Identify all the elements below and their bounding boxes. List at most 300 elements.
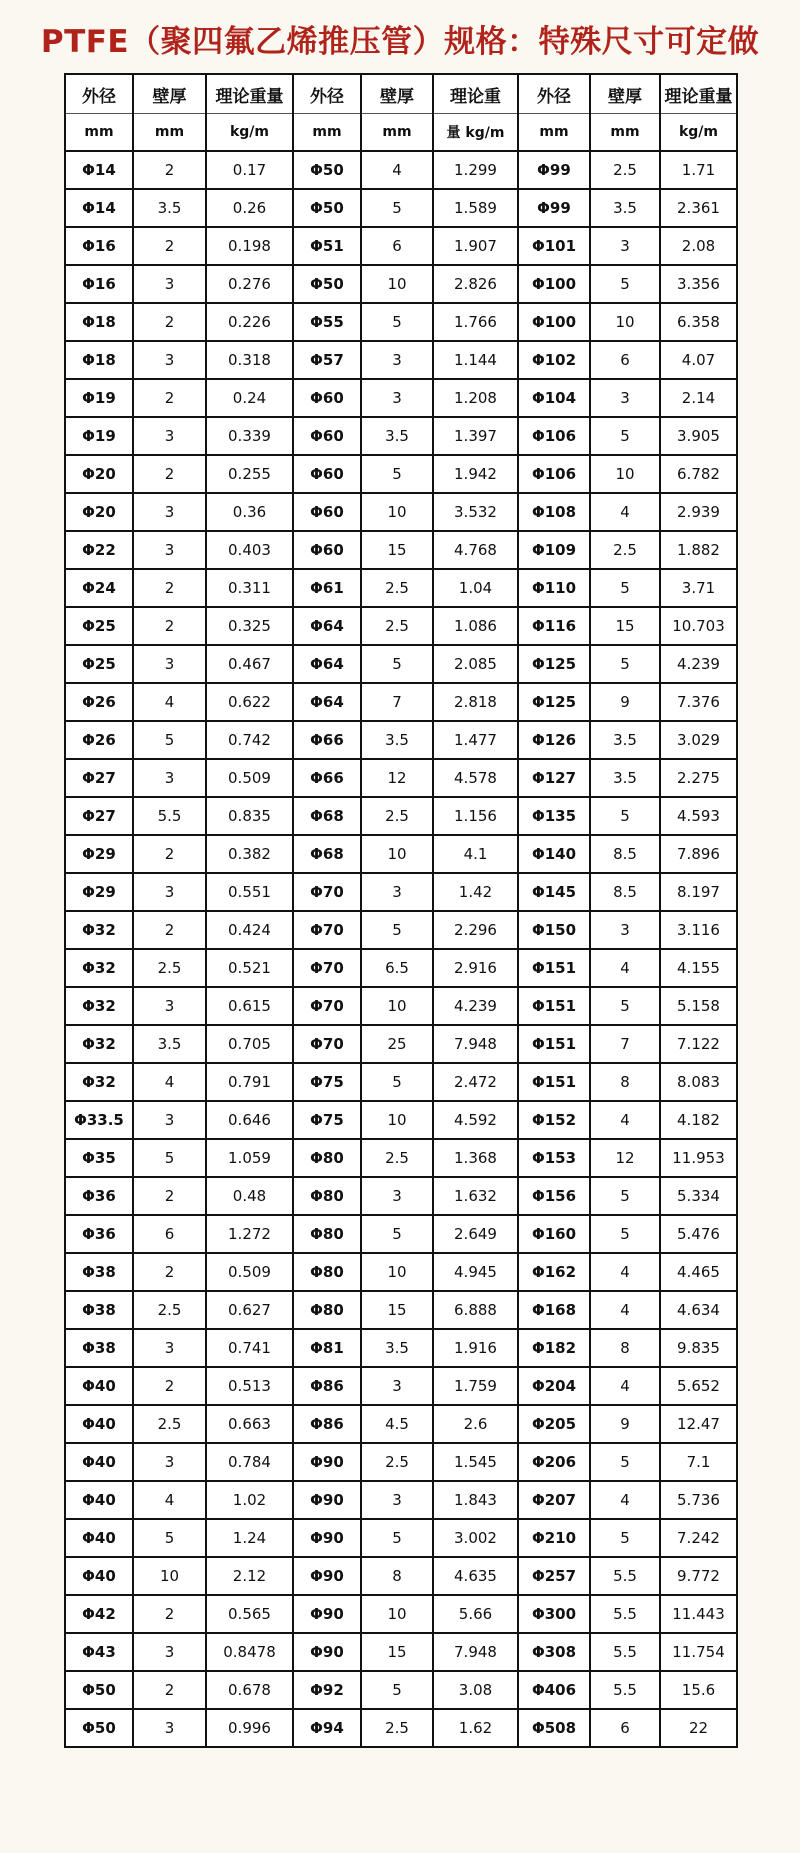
wall-thickness-cell: 8	[361, 1557, 433, 1595]
outer-diameter-cell: Φ80	[293, 1291, 361, 1329]
table-row	[65, 1063, 737, 1101]
wall-thickness-cell: 10	[361, 835, 433, 873]
table-row	[65, 987, 737, 1025]
header-theoretical-weight: 理论重量	[660, 74, 737, 114]
wall-thickness-cell: 3	[133, 1329, 206, 1367]
weight-cell: 0.198	[206, 227, 293, 265]
wall-thickness-cell: 4	[590, 493, 660, 531]
wall-thickness-cell: 5	[590, 987, 660, 1025]
outer-diameter-cell: Φ68	[293, 835, 361, 873]
outer-diameter-cell: Φ29	[65, 835, 133, 873]
wall-thickness-cell: 2.5	[361, 607, 433, 645]
wall-thickness-cell: 5	[133, 721, 206, 759]
weight-cell: 0.513	[206, 1367, 293, 1405]
outer-diameter-cell: Φ14	[65, 151, 133, 189]
wall-thickness-cell: 2.5	[361, 1709, 433, 1747]
wall-thickness-cell: 4	[133, 1063, 206, 1101]
wall-thickness-cell: 7	[590, 1025, 660, 1063]
wall-thickness-cell: 2	[133, 303, 206, 341]
weight-cell: 1.156	[433, 797, 518, 835]
weight-cell: 5.66	[433, 1595, 518, 1633]
weight-cell: 1.208	[433, 379, 518, 417]
outer-diameter-cell: Φ116	[518, 607, 590, 645]
table-row	[65, 455, 737, 493]
wall-thickness-cell: 7	[361, 683, 433, 721]
weight-cell: 1.24	[206, 1519, 293, 1557]
table-row	[65, 1177, 737, 1215]
weight-cell: 0.403	[206, 531, 293, 569]
weight-cell: 1.144	[433, 341, 518, 379]
weight-cell: 0.565	[206, 1595, 293, 1633]
wall-thickness-cell: 4.5	[361, 1405, 433, 1443]
unit-cell: mm	[133, 114, 206, 152]
outer-diameter-cell: Φ36	[65, 1215, 133, 1253]
outer-diameter-cell: Φ104	[518, 379, 590, 417]
header-theoretical-weight: 理论重	[433, 74, 518, 114]
outer-diameter-cell: Φ102	[518, 341, 590, 379]
wall-thickness-cell: 3.5	[133, 189, 206, 227]
weight-cell: 10.703	[660, 607, 737, 645]
weight-cell: 5.334	[660, 1177, 737, 1215]
table-row	[65, 835, 737, 873]
table-row	[65, 1557, 737, 1595]
outer-diameter-cell: Φ182	[518, 1329, 590, 1367]
outer-diameter-cell: Φ36	[65, 1177, 133, 1215]
weight-cell: 3.002	[433, 1519, 518, 1557]
wall-thickness-cell: 5	[361, 455, 433, 493]
weight-cell: 0.791	[206, 1063, 293, 1101]
wall-thickness-cell: 2	[133, 227, 206, 265]
outer-diameter-cell: Φ151	[518, 949, 590, 987]
outer-diameter-cell: Φ50	[293, 189, 361, 227]
wall-thickness-cell: 3.5	[361, 721, 433, 759]
weight-cell: 1.42	[433, 873, 518, 911]
weight-cell: 0.509	[206, 1253, 293, 1291]
wall-thickness-cell: 3.5	[133, 1025, 206, 1063]
outer-diameter-cell: Φ153	[518, 1139, 590, 1177]
outer-diameter-cell: Φ26	[65, 683, 133, 721]
wall-thickness-cell: 2	[133, 1177, 206, 1215]
outer-diameter-cell: Φ70	[293, 949, 361, 987]
wall-thickness-cell: 8	[590, 1329, 660, 1367]
outer-diameter-cell: Φ60	[293, 493, 361, 531]
wall-thickness-cell: 4	[361, 151, 433, 189]
weight-cell: 9.772	[660, 1557, 737, 1595]
outer-diameter-cell: Φ75	[293, 1101, 361, 1139]
outer-diameter-cell: Φ19	[65, 379, 133, 417]
weight-cell: 1.942	[433, 455, 518, 493]
wall-thickness-cell: 2	[133, 607, 206, 645]
wall-thickness-cell: 8.5	[590, 835, 660, 873]
table-row	[65, 1671, 737, 1709]
weight-cell: 0.8478	[206, 1633, 293, 1671]
weight-cell: 0.318	[206, 341, 293, 379]
header-row	[65, 74, 737, 114]
table-row	[65, 1633, 737, 1671]
weight-cell: 11.443	[660, 1595, 737, 1633]
wall-thickness-cell: 6.5	[361, 949, 433, 987]
weight-cell: 4.465	[660, 1253, 737, 1291]
outer-diameter-cell: Φ90	[293, 1633, 361, 1671]
header-theoretical-weight: 理论重量	[206, 74, 293, 114]
outer-diameter-cell: Φ99	[518, 189, 590, 227]
weight-cell: 1.843	[433, 1481, 518, 1519]
outer-diameter-cell: Φ106	[518, 455, 590, 493]
table-row	[65, 1595, 737, 1633]
weight-cell: 2.818	[433, 683, 518, 721]
outer-diameter-cell: Φ205	[518, 1405, 590, 1443]
wall-thickness-cell: 3	[133, 1709, 206, 1747]
outer-diameter-cell: Φ29	[65, 873, 133, 911]
outer-diameter-cell: Φ40	[65, 1367, 133, 1405]
outer-diameter-cell: Φ160	[518, 1215, 590, 1253]
weight-cell: 0.325	[206, 607, 293, 645]
wall-thickness-cell: 2.5	[590, 531, 660, 569]
weight-cell: 0.678	[206, 1671, 293, 1709]
wall-thickness-cell: 15	[361, 1291, 433, 1329]
weight-cell: 0.663	[206, 1405, 293, 1443]
weight-cell: 4.239	[433, 987, 518, 1025]
outer-diameter-cell: Φ40	[65, 1519, 133, 1557]
weight-cell: 1.545	[433, 1443, 518, 1481]
wall-thickness-cell: 3	[133, 417, 206, 455]
weight-cell: 1.916	[433, 1329, 518, 1367]
wall-thickness-cell: 5.5	[590, 1633, 660, 1671]
wall-thickness-cell: 5	[590, 797, 660, 835]
outer-diameter-cell: Φ50	[65, 1709, 133, 1747]
weight-cell: 2.14	[660, 379, 737, 417]
outer-diameter-cell: Φ32	[65, 949, 133, 987]
wall-thickness-cell: 6	[133, 1215, 206, 1253]
outer-diameter-cell: Φ40	[65, 1557, 133, 1595]
weight-cell: 0.742	[206, 721, 293, 759]
weight-cell: 2.826	[433, 265, 518, 303]
unit-cell: mm	[518, 114, 590, 152]
wall-thickness-cell: 3.5	[590, 721, 660, 759]
outer-diameter-cell: Φ207	[518, 1481, 590, 1519]
outer-diameter-cell: Φ70	[293, 873, 361, 911]
outer-diameter-cell: Φ33.5	[65, 1101, 133, 1139]
weight-cell: 3.356	[660, 265, 737, 303]
outer-diameter-cell: Φ204	[518, 1367, 590, 1405]
weight-cell: 0.705	[206, 1025, 293, 1063]
outer-diameter-cell: Φ168	[518, 1291, 590, 1329]
wall-thickness-cell: 3	[133, 531, 206, 569]
wall-thickness-cell: 2.5	[361, 797, 433, 835]
table-row	[65, 911, 737, 949]
table-row	[65, 1709, 737, 1747]
wall-thickness-cell: 2.5	[361, 569, 433, 607]
weight-cell: 1.907	[433, 227, 518, 265]
wall-thickness-cell: 2.5	[133, 949, 206, 987]
outer-diameter-cell: Φ406	[518, 1671, 590, 1709]
wall-thickness-cell: 3	[133, 341, 206, 379]
outer-diameter-cell: Φ100	[518, 265, 590, 303]
table-row	[65, 303, 737, 341]
spec-table-body	[65, 74, 737, 1747]
outer-diameter-cell: Φ80	[293, 1215, 361, 1253]
wall-thickness-cell: 10	[590, 303, 660, 341]
outer-diameter-cell: Φ70	[293, 987, 361, 1025]
weight-cell: 1.62	[433, 1709, 518, 1747]
wall-thickness-cell: 3	[361, 873, 433, 911]
weight-cell: 5.652	[660, 1367, 737, 1405]
outer-diameter-cell: Φ14	[65, 189, 133, 227]
wall-thickness-cell: 5	[590, 417, 660, 455]
outer-diameter-cell: Φ16	[65, 265, 133, 303]
weight-cell: 4.1	[433, 835, 518, 873]
wall-thickness-cell: 3	[133, 1633, 206, 1671]
wall-thickness-cell: 6	[590, 341, 660, 379]
wall-thickness-cell: 5	[361, 645, 433, 683]
header-outer-diameter: 外径	[518, 74, 590, 114]
outer-diameter-cell: Φ64	[293, 683, 361, 721]
outer-diameter-cell: Φ151	[518, 1063, 590, 1101]
header-wall-thickness: 壁厚	[133, 74, 206, 114]
weight-cell: 0.24	[206, 379, 293, 417]
outer-diameter-cell: Φ125	[518, 683, 590, 721]
outer-diameter-cell: Φ38	[65, 1253, 133, 1291]
wall-thickness-cell: 10	[361, 987, 433, 1025]
wall-thickness-cell: 5	[590, 1177, 660, 1215]
weight-cell: 4.155	[660, 949, 737, 987]
weight-cell: 4.635	[433, 1557, 518, 1595]
weight-cell: 0.17	[206, 151, 293, 189]
table-row	[65, 873, 737, 911]
weight-cell: 0.521	[206, 949, 293, 987]
outer-diameter-cell: Φ108	[518, 493, 590, 531]
outer-diameter-cell: Φ16	[65, 227, 133, 265]
wall-thickness-cell: 8.5	[590, 873, 660, 911]
weight-cell: 2.916	[433, 949, 518, 987]
table-row	[65, 1329, 737, 1367]
outer-diameter-cell: Φ32	[65, 1025, 133, 1063]
weight-cell: 6.782	[660, 455, 737, 493]
table-row	[65, 607, 737, 645]
wall-thickness-cell: 3	[133, 987, 206, 1025]
weight-cell: 2.939	[660, 493, 737, 531]
outer-diameter-cell: Φ57	[293, 341, 361, 379]
weight-cell: 2.649	[433, 1215, 518, 1253]
wall-thickness-cell: 2.5	[590, 151, 660, 189]
wall-thickness-cell: 4	[590, 1291, 660, 1329]
weight-cell: 4.945	[433, 1253, 518, 1291]
wall-thickness-cell: 15	[361, 531, 433, 569]
outer-diameter-cell: Φ257	[518, 1557, 590, 1595]
wall-thickness-cell: 4	[133, 1481, 206, 1519]
outer-diameter-cell: Φ99	[518, 151, 590, 189]
wall-thickness-cell: 3	[133, 1101, 206, 1139]
table-row	[65, 1139, 737, 1177]
unit-row	[65, 114, 737, 152]
weight-cell: 0.226	[206, 303, 293, 341]
wall-thickness-cell: 10	[133, 1557, 206, 1595]
weight-cell: 12.47	[660, 1405, 737, 1443]
wall-thickness-cell: 2	[133, 911, 206, 949]
outer-diameter-cell: Φ106	[518, 417, 590, 455]
weight-cell: 0.646	[206, 1101, 293, 1139]
weight-cell: 7.376	[660, 683, 737, 721]
weight-cell: 0.784	[206, 1443, 293, 1481]
outer-diameter-cell: Φ60	[293, 531, 361, 569]
weight-cell: 5.736	[660, 1481, 737, 1519]
outer-diameter-cell: Φ50	[65, 1671, 133, 1709]
table-row	[65, 1215, 737, 1253]
table-row	[65, 379, 737, 417]
unit-cell: mm	[590, 114, 660, 152]
weight-cell: 3.532	[433, 493, 518, 531]
weight-cell: 0.26	[206, 189, 293, 227]
weight-cell: 5.158	[660, 987, 737, 1025]
outer-diameter-cell: Φ18	[65, 341, 133, 379]
outer-diameter-cell: Φ64	[293, 607, 361, 645]
weight-cell: 0.467	[206, 645, 293, 683]
outer-diameter-cell: Φ66	[293, 759, 361, 797]
outer-diameter-cell: Φ75	[293, 1063, 361, 1101]
wall-thickness-cell: 3.5	[361, 1329, 433, 1367]
wall-thickness-cell: 6	[361, 227, 433, 265]
outer-diameter-cell: Φ60	[293, 417, 361, 455]
outer-diameter-cell: Φ81	[293, 1329, 361, 1367]
outer-diameter-cell: Φ43	[65, 1633, 133, 1671]
weight-cell: 2.6	[433, 1405, 518, 1443]
outer-diameter-cell: Φ100	[518, 303, 590, 341]
weight-cell: 0.551	[206, 873, 293, 911]
weight-cell: 1.71	[660, 151, 737, 189]
wall-thickness-cell: 3	[361, 1481, 433, 1519]
outer-diameter-cell: Φ20	[65, 493, 133, 531]
wall-thickness-cell: 2	[133, 1595, 206, 1633]
outer-diameter-cell: Φ68	[293, 797, 361, 835]
outer-diameter-cell: Φ135	[518, 797, 590, 835]
wall-thickness-cell: 4	[590, 1481, 660, 1519]
weight-cell: 4.593	[660, 797, 737, 835]
weight-cell: 0.741	[206, 1329, 293, 1367]
outer-diameter-cell: Φ32	[65, 987, 133, 1025]
outer-diameter-cell: Φ90	[293, 1481, 361, 1519]
weight-cell: 1.059	[206, 1139, 293, 1177]
wall-thickness-cell: 4	[590, 949, 660, 987]
wall-thickness-cell: 15	[590, 607, 660, 645]
outer-diameter-cell: Φ32	[65, 911, 133, 949]
outer-diameter-cell: Φ145	[518, 873, 590, 911]
table-row	[65, 1291, 737, 1329]
weight-cell: 5.476	[660, 1215, 737, 1253]
outer-diameter-cell: Φ140	[518, 835, 590, 873]
outer-diameter-cell: Φ80	[293, 1253, 361, 1291]
outer-diameter-cell: Φ32	[65, 1063, 133, 1101]
outer-diameter-cell: Φ40	[65, 1481, 133, 1519]
wall-thickness-cell: 5	[361, 911, 433, 949]
outer-diameter-cell: Φ70	[293, 1025, 361, 1063]
wall-thickness-cell: 10	[590, 455, 660, 493]
table-row	[65, 797, 737, 835]
wall-thickness-cell: 5.5	[590, 1557, 660, 1595]
weight-cell: 1.04	[433, 569, 518, 607]
wall-thickness-cell: 2.5	[133, 1291, 206, 1329]
wall-thickness-cell: 2.5	[361, 1443, 433, 1481]
weight-cell: 15.6	[660, 1671, 737, 1709]
outer-diameter-cell: Φ26	[65, 721, 133, 759]
outer-diameter-cell: Φ70	[293, 911, 361, 949]
wall-thickness-cell: 5	[590, 645, 660, 683]
wall-thickness-cell: 5.5	[590, 1595, 660, 1633]
weight-cell: 4.592	[433, 1101, 518, 1139]
wall-thickness-cell: 3	[361, 341, 433, 379]
outer-diameter-cell: Φ50	[293, 151, 361, 189]
outer-diameter-cell: Φ150	[518, 911, 590, 949]
outer-diameter-cell: Φ156	[518, 1177, 590, 1215]
wall-thickness-cell: 8	[590, 1063, 660, 1101]
wall-thickness-cell: 5	[361, 1671, 433, 1709]
wall-thickness-cell: 2	[133, 569, 206, 607]
wall-thickness-cell: 10	[361, 1595, 433, 1633]
weight-cell: 4.634	[660, 1291, 737, 1329]
outer-diameter-cell: Φ90	[293, 1595, 361, 1633]
weight-cell: 4.239	[660, 645, 737, 683]
weight-cell: 1.766	[433, 303, 518, 341]
page-title: PTFE（聚四氟乙烯推压管）规格：特殊尺寸可定做	[40, 24, 760, 60]
wall-thickness-cell: 5	[133, 1139, 206, 1177]
wall-thickness-cell: 3	[361, 379, 433, 417]
outer-diameter-cell: Φ162	[518, 1253, 590, 1291]
wall-thickness-cell: 10	[361, 1101, 433, 1139]
table-row	[65, 189, 737, 227]
header-wall-thickness: 壁厚	[361, 74, 433, 114]
outer-diameter-cell: Φ308	[518, 1633, 590, 1671]
wall-thickness-cell: 10	[361, 265, 433, 303]
outer-diameter-cell: Φ18	[65, 303, 133, 341]
table-row	[65, 1405, 737, 1443]
weight-cell: 2.12	[206, 1557, 293, 1595]
weight-cell: 3.029	[660, 721, 737, 759]
ptfe-spec-table	[64, 73, 738, 1748]
table-row	[65, 569, 737, 607]
weight-cell: 0.339	[206, 417, 293, 455]
weight-cell: 4.768	[433, 531, 518, 569]
outer-diameter-cell: Φ80	[293, 1177, 361, 1215]
outer-diameter-cell: Φ90	[293, 1443, 361, 1481]
weight-cell: 3.116	[660, 911, 737, 949]
wall-thickness-cell: 25	[361, 1025, 433, 1063]
weight-cell: 1.589	[433, 189, 518, 227]
wall-thickness-cell: 3.5	[590, 759, 660, 797]
table-row	[65, 759, 737, 797]
wall-thickness-cell: 15	[361, 1633, 433, 1671]
wall-thickness-cell: 5	[361, 1519, 433, 1557]
outer-diameter-cell: Φ92	[293, 1671, 361, 1709]
wall-thickness-cell: 3	[361, 1177, 433, 1215]
weight-cell: 0.276	[206, 265, 293, 303]
weight-cell: 9.835	[660, 1329, 737, 1367]
outer-diameter-cell: Φ27	[65, 797, 133, 835]
weight-cell: 2.296	[433, 911, 518, 949]
outer-diameter-cell: Φ66	[293, 721, 361, 759]
wall-thickness-cell: 12	[361, 759, 433, 797]
weight-cell: 1.086	[433, 607, 518, 645]
wall-thickness-cell: 9	[590, 1405, 660, 1443]
weight-cell: 8.197	[660, 873, 737, 911]
wall-thickness-cell: 2.5	[361, 1139, 433, 1177]
weight-cell: 6.888	[433, 1291, 518, 1329]
table-row	[65, 531, 737, 569]
table-row	[65, 645, 737, 683]
outer-diameter-cell: Φ86	[293, 1367, 361, 1405]
wall-thickness-cell: 5	[361, 1215, 433, 1253]
outer-diameter-cell: Φ55	[293, 303, 361, 341]
weight-cell: 0.382	[206, 835, 293, 873]
weight-cell: 0.255	[206, 455, 293, 493]
